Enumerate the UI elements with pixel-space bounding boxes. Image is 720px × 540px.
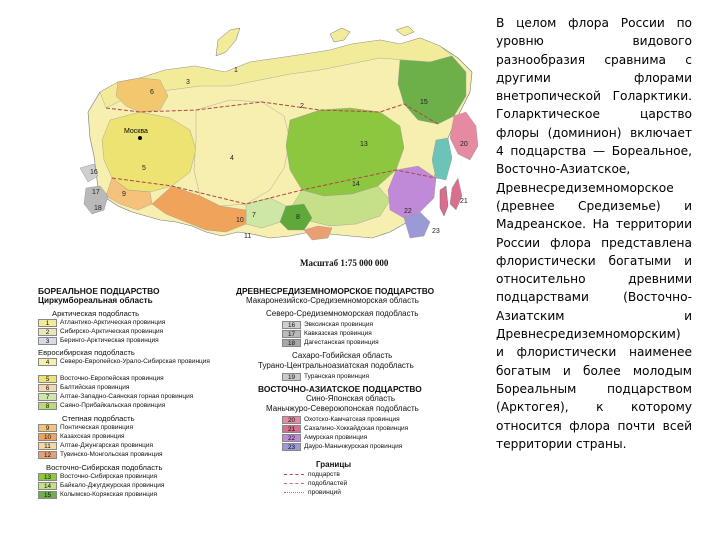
legend-swatch: 19 [282, 373, 301, 381]
legend-row [38, 482, 238, 491]
legend-row [38, 433, 238, 442]
legend-swatch: 10 [38, 433, 57, 441]
legend-boreal [38, 286, 238, 500]
boundary-swatch [284, 492, 304, 493]
legend-group-title: Евросибирская подобласть [38, 348, 135, 357]
legend-label: Казахская провинция [60, 433, 125, 440]
region-number: 8 [296, 214, 300, 221]
legend-row [38, 328, 238, 337]
legend-row [282, 339, 488, 348]
region-number: 7 [252, 212, 256, 219]
legend-label: Байкало-Джугджурская провинция [60, 482, 165, 489]
legend-boreal-area: Циркумбореальная область [38, 296, 153, 305]
legend-label: Атлантико-Арктическая провинция [60, 319, 166, 326]
region-number: 4 [230, 155, 234, 162]
legend-med-title: ДРЕВНЕСРЕДИЗЕМНОМОРСКОЕ ПОДЦАРСТВО [236, 286, 435, 296]
legend-swatch: 6 [38, 384, 57, 392]
legend-label: Понтическая провинция [60, 424, 133, 431]
legend-label: Дауро-Маньчжурская провинция [304, 443, 403, 450]
region-number: 16 [90, 169, 98, 176]
legend-row [282, 373, 488, 382]
legend-label: Сахалино-Хоккайдская провинция [304, 425, 409, 432]
legend-row [282, 321, 488, 330]
legend-swatch: 3 [38, 337, 57, 345]
legend-label: Восточно-Сибирская провинция [60, 473, 158, 480]
legend-swatch: 14 [38, 482, 57, 490]
moscow-marker [138, 136, 142, 140]
legend-row [38, 491, 238, 500]
legend-swatch: 22 [282, 434, 301, 442]
legend-label: Колымско-Корякская провинция [60, 491, 157, 498]
legend-swatch: 13 [38, 473, 57, 481]
legend-swatch: 7 [38, 393, 57, 401]
legend-label: Беринго-Арктическая провинция [60, 337, 159, 344]
legend-swatch: 21 [282, 425, 301, 433]
legend-group-title: Степная подобласть [62, 414, 135, 423]
legend-swatch: 4 [38, 358, 57, 366]
legend-med-area2: Сахаро-Гобийская область [292, 351, 393, 360]
legend-label: Алтае-Джунгарская провинция [60, 442, 154, 449]
region-number: 15 [420, 99, 428, 106]
boundary-label: подобластей [308, 479, 348, 487]
legend-row [282, 416, 488, 425]
region-number: 22 [404, 208, 412, 215]
map-scale: Масштаб 1:75 000 000 [300, 258, 389, 268]
boundary-swatch [284, 474, 304, 475]
legend-row [38, 424, 238, 433]
legend-boundary-row [284, 488, 488, 497]
legend-label: Алтае-Западно-Саянская горная провинция [60, 393, 194, 400]
legend-row [38, 384, 238, 393]
region-number: 1 [234, 67, 238, 74]
legend-med-sub: Северо-Средиземноморская подобласть [266, 309, 419, 318]
region-number: 21 [460, 198, 468, 205]
legend-ea-sub: Маньчжуро-Североюпонская подобласть [266, 404, 419, 413]
legend-right [236, 286, 488, 497]
legend-row [38, 375, 238, 384]
legend-label: Сибирско-Арктическая провинция [60, 328, 164, 335]
legend-row [282, 425, 488, 434]
legend-label: Эвксинская провинция [304, 321, 373, 328]
region-number: 17 [92, 189, 100, 196]
legend-label: Охотско-Камчатская провинция [304, 416, 400, 423]
legend-row [38, 393, 238, 402]
boundary-swatch [284, 483, 304, 484]
legend-row [38, 337, 238, 346]
legend-label: Саяно-Прибайкальская провинция [60, 402, 166, 409]
legend-boreal-title: БОРЕАЛЬНОЕ ПОДЦАРСТВО [38, 286, 160, 296]
boundary-label: провинций [308, 488, 341, 496]
region-number: 6 [150, 89, 154, 96]
region-number: 2 [300, 103, 304, 110]
legend-label: Северо-Европейско-Урало-Сибирская провинция [60, 358, 210, 365]
legend-label: Дагестанская провинция [304, 339, 379, 346]
legend-row [282, 434, 488, 443]
legend-swatch: 8 [38, 402, 57, 410]
legend-group-title: Арктическая подобласть [52, 309, 140, 318]
legend-row [38, 473, 238, 482]
legend-swatch: 11 [38, 442, 57, 450]
legend-med-area: Макаронезийско-Средиземноморская область [246, 296, 419, 305]
legend-swatch: 16 [282, 321, 301, 329]
legend-swatch: 15 [38, 491, 57, 499]
legend-swatch: 12 [38, 451, 57, 459]
legend-swatch: 17 [282, 330, 301, 338]
description-text: В целом флора России по уровню видового разнообразия сравнима с другими флорами внетропической Голарктики. Голарктическое царство флоры (доминион) включает 4 подцарства — Бореальное, Восточно-Азиатское, Древнесредиземноморское (древнее Средиземье) и Мадреанское. На территории России флора представлена флористически богатыми и относительно древними подцарствами (Восточно-Азиатским и Древнесредиземноморским) и флористически наименее богатым и более молодым Бореальным подцарством (Арктогея), к которому относится флора почти всей территории страны. [496, 16, 692, 451]
legend-swatch: 1 [38, 319, 57, 327]
legend-row [282, 443, 488, 452]
legend-row [38, 358, 238, 375]
legend-row [282, 330, 488, 339]
legend-row [38, 319, 238, 328]
legend-swatch: 2 [38, 328, 57, 336]
legend-group-title: Восточно-Сибирская подобласть [46, 463, 163, 472]
region-number: 23 [432, 228, 440, 235]
legend-swatch: 23 [282, 443, 301, 451]
region-number: 14 [352, 181, 360, 188]
moscow-label: Москва [124, 128, 148, 135]
legend-swatch: 9 [38, 424, 57, 432]
region-number: 13 [360, 141, 368, 148]
legend-swatch: 5 [38, 375, 57, 383]
legend-label: Кавказская провинция [304, 330, 372, 337]
legend-label: Балтийская провинция [60, 384, 130, 391]
region-number: 9 [122, 191, 126, 198]
legend-swatch: 20 [282, 416, 301, 424]
legend-label: Восточно-Европейская провинция [60, 375, 164, 382]
legend-boundary-row [284, 479, 488, 488]
legend-med-sub2: Турано-Центральноазиатская подобласть [258, 361, 414, 370]
region-number: 5 [142, 165, 146, 172]
legend-row [38, 442, 238, 451]
region-number: 18 [94, 205, 102, 212]
legend-boundary-row [284, 470, 488, 479]
legend-label: Туранская провинция [304, 373, 370, 380]
region-number: 10 [236, 217, 244, 224]
legend-ea-area: Сино-Японская область [306, 394, 396, 403]
region-number: 3 [186, 79, 190, 86]
legend-row [38, 402, 238, 411]
legend-label: Амурская провинция [304, 434, 368, 441]
legend-row [38, 451, 238, 460]
legend-label: Тувинско-Монгольская провинция [60, 451, 163, 458]
legend-boundaries-title: Границы [316, 460, 352, 469]
legend-ea-title: ВОСТОЧНО-АЗИАТСКОЕ ПОДЦАРСТВО [258, 384, 422, 394]
map-legend [38, 286, 488, 536]
boundary-label: подцарств [308, 470, 340, 478]
legend-swatch: 18 [282, 339, 301, 347]
floristic-map [0, 0, 490, 280]
region-number: 20 [460, 141, 468, 148]
region-number: 11 [244, 233, 252, 240]
